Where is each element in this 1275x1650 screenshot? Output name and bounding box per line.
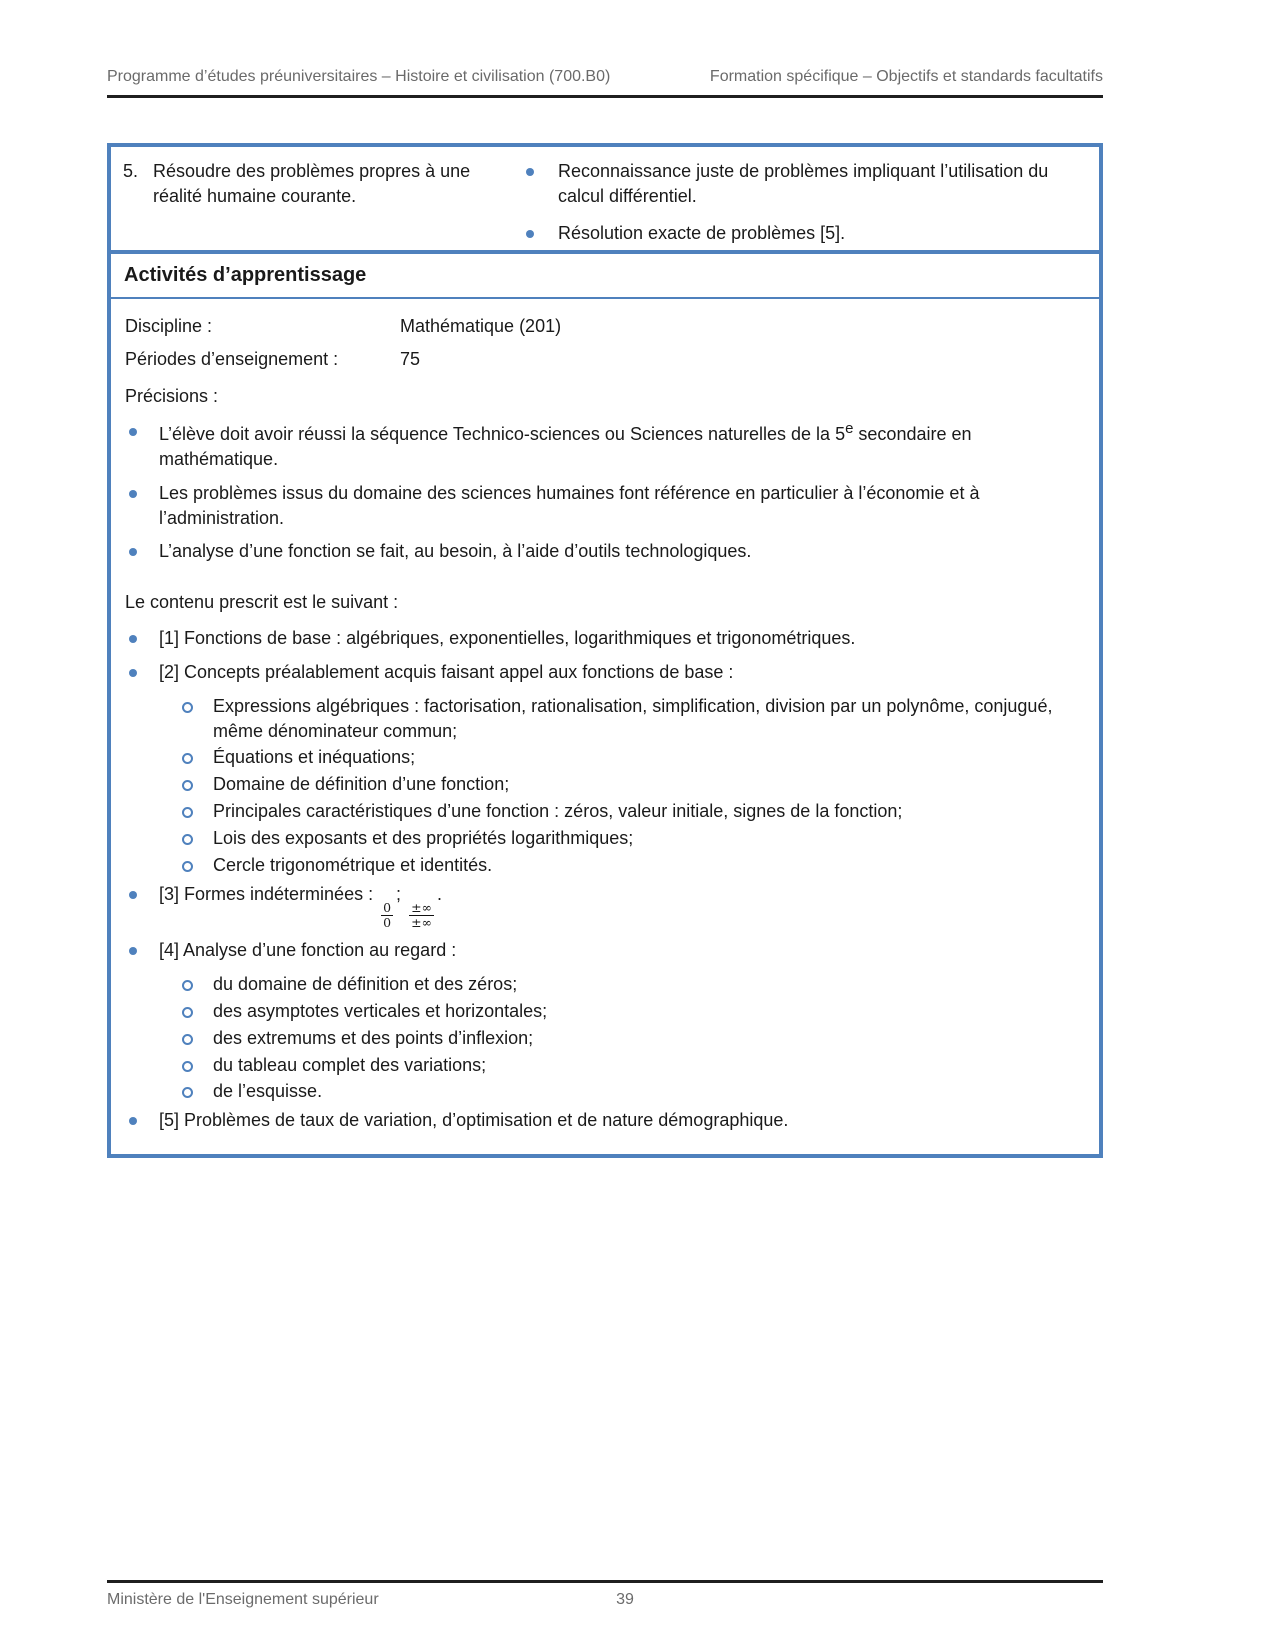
content-bullet-item (125, 882, 1083, 931)
discipline-field (125, 314, 1083, 339)
content-sub-text: des asymptotes verticales et horizontales; (213, 1000, 548, 1021)
content-sub-item (125, 799, 1083, 824)
page-footer (107, 1580, 1103, 1609)
page-header (107, 68, 1103, 98)
periods-label: Périodes d’enseignement : (125, 349, 339, 370)
circle-bullet-icon (182, 1007, 193, 1018)
content-sub-text: Domaine de définition d’une fonction; (213, 774, 510, 795)
content-sub-item (125, 972, 1083, 997)
circle-bullet-icon (182, 753, 193, 764)
standard-item (516, 221, 1085, 246)
objective-cell (111, 155, 516, 261)
content-sub-item (125, 1026, 1083, 1051)
circle-bullet-icon (182, 1034, 193, 1045)
circle-bullet-icon (182, 1087, 193, 1098)
fraction (381, 901, 393, 931)
periods-field (125, 347, 1083, 372)
activities-title: Activités d’apprentissage (111, 254, 1099, 299)
content-bullet-item (125, 626, 1083, 651)
precision-item (125, 419, 1083, 472)
content-bullet-item (125, 938, 1083, 963)
circle-bullet-icon (182, 980, 193, 991)
bullet-dot-icon (129, 1117, 137, 1125)
content-sub-text: du domaine de définition et des zéros; (213, 974, 518, 995)
learning-activities-table (107, 250, 1103, 1158)
bullet-dot-icon (526, 230, 534, 238)
activities-body (111, 299, 1099, 1154)
content-sub-text: Principales caractéristiques d’une fonction : zéros, valeur initiale, signes de la fonction; (213, 801, 903, 822)
content-bullet-text: [4] Analyse d’une fonction au regard : (159, 940, 457, 961)
content-intro: Le contenu prescrit est le suivant : (125, 592, 399, 613)
precision-text: L’analyse d’une fonction se fait, au besoin, à l’aide d’outils technologiques. (159, 541, 752, 562)
content-sub-text: du tableau complet des variations; (213, 1054, 487, 1075)
bullet-dot-icon (129, 891, 137, 899)
content-sub-item (125, 999, 1083, 1024)
objective-text: Résoudre des problèmes propres à une réalité humaine courante. (153, 161, 471, 207)
fraction-denominator: 0 (383, 914, 392, 930)
standard-text: Reconnaissance juste de problèmes impliquant l’utilisation du calcul différentiel. (558, 161, 1049, 207)
periods-value: 75 (400, 349, 421, 370)
content-sub-text: Cercle trigonométrique et identités. (213, 854, 493, 875)
discipline-label: Discipline : (125, 315, 213, 336)
content-sub-text: Lois des exposants et des propriétés logarithmiques; (213, 827, 634, 848)
content-math-text: [3] Formes indéterminées : $\frac{0}{0}$ ; $\frac{\pm\infty}{\pm\infty}$ . (159, 883, 442, 930)
precisions-list (125, 419, 1083, 564)
content-sub-item (125, 1079, 1083, 1104)
content-sub-text: Équations et inéquations; (213, 747, 416, 768)
precisions-label: Précisions : (125, 386, 219, 407)
standard-text: Résolution exacte de problèmes [5]. (558, 223, 846, 244)
standards-list (516, 159, 1085, 247)
content-sub-item (125, 1053, 1083, 1078)
header-left-text: Programme d’études préuniversitaires – Histoire et civilisation (700.B0) (107, 68, 611, 85)
content-bullet-text: [1] Fonctions de base : algébriques, exponentielles, logarithmiques et trigonométriques. (159, 628, 856, 649)
content-sub-text: de l’esquisse. (213, 1081, 323, 1102)
precision-text: Les problèmes issus du domaine des sciences humaines font référence en particulier à l’économie et à l’administration. (159, 482, 980, 528)
header-right-text: Formation spécifique – Objectifs et standards facultatifs (709, 68, 1103, 85)
bullet-dot-icon (129, 669, 137, 677)
precision-item (125, 481, 1083, 531)
content-bullet-item (125, 660, 1083, 685)
bullet-dot-icon (526, 168, 534, 176)
circle-bullet-icon (182, 834, 193, 845)
content-bullet-item (125, 1108, 1083, 1133)
fraction-numerator: ±∞ (411, 899, 432, 915)
circle-bullet-icon (182, 1061, 193, 1072)
fraction-numerator: 0 (383, 899, 392, 915)
circle-bullet-icon (182, 780, 193, 791)
precision-item (125, 539, 1083, 564)
content-bullet-text: [5] Problèmes de taux de variation, d’optimisation et de nature démographique. (159, 1110, 789, 1131)
content-sub-item (125, 772, 1083, 797)
bullet-dot-icon (129, 428, 137, 436)
standard-item (516, 159, 1085, 209)
precision-text: L’élève doit avoir réussi la séquence Technico-sciences ou Sciences naturelles de la 5e secondaire en mathématique. (159, 420, 972, 469)
bullet-dot-icon (129, 947, 137, 955)
bullet-dot-icon (129, 548, 137, 556)
prescribed-content-list (125, 626, 1083, 1133)
fraction-denominator: ±∞ (411, 914, 432, 930)
content-sub-item (125, 694, 1083, 744)
content-bullet-text: [2] Concepts préalablement acquis faisant appel aux fonctions de base : (159, 661, 734, 682)
objective-number: 5. (123, 161, 139, 181)
content-sub-item (125, 745, 1083, 770)
footer-left-text: Ministère de l'Enseignement supérieur (107, 1591, 379, 1608)
fraction (409, 901, 434, 931)
discipline-value: Mathématique (201) (400, 315, 562, 336)
bullet-dot-icon (129, 490, 137, 498)
content-sub-item (125, 853, 1083, 878)
circle-bullet-icon (182, 807, 193, 818)
standards-cell (516, 155, 1099, 261)
bullet-dot-icon (129, 635, 137, 643)
content-sub-item (125, 826, 1083, 851)
circle-bullet-icon (182, 702, 193, 713)
page-number: 39 (616, 1591, 634, 1608)
circle-bullet-icon (182, 861, 193, 872)
content-sub-text: des extremums et des points d’inflexion; (213, 1027, 534, 1048)
content-sub-text: Expressions algébriques : factorisation, rationalisation, simplification, division par un polynôme, conjugué, même dénominateur commun; (213, 695, 1053, 741)
